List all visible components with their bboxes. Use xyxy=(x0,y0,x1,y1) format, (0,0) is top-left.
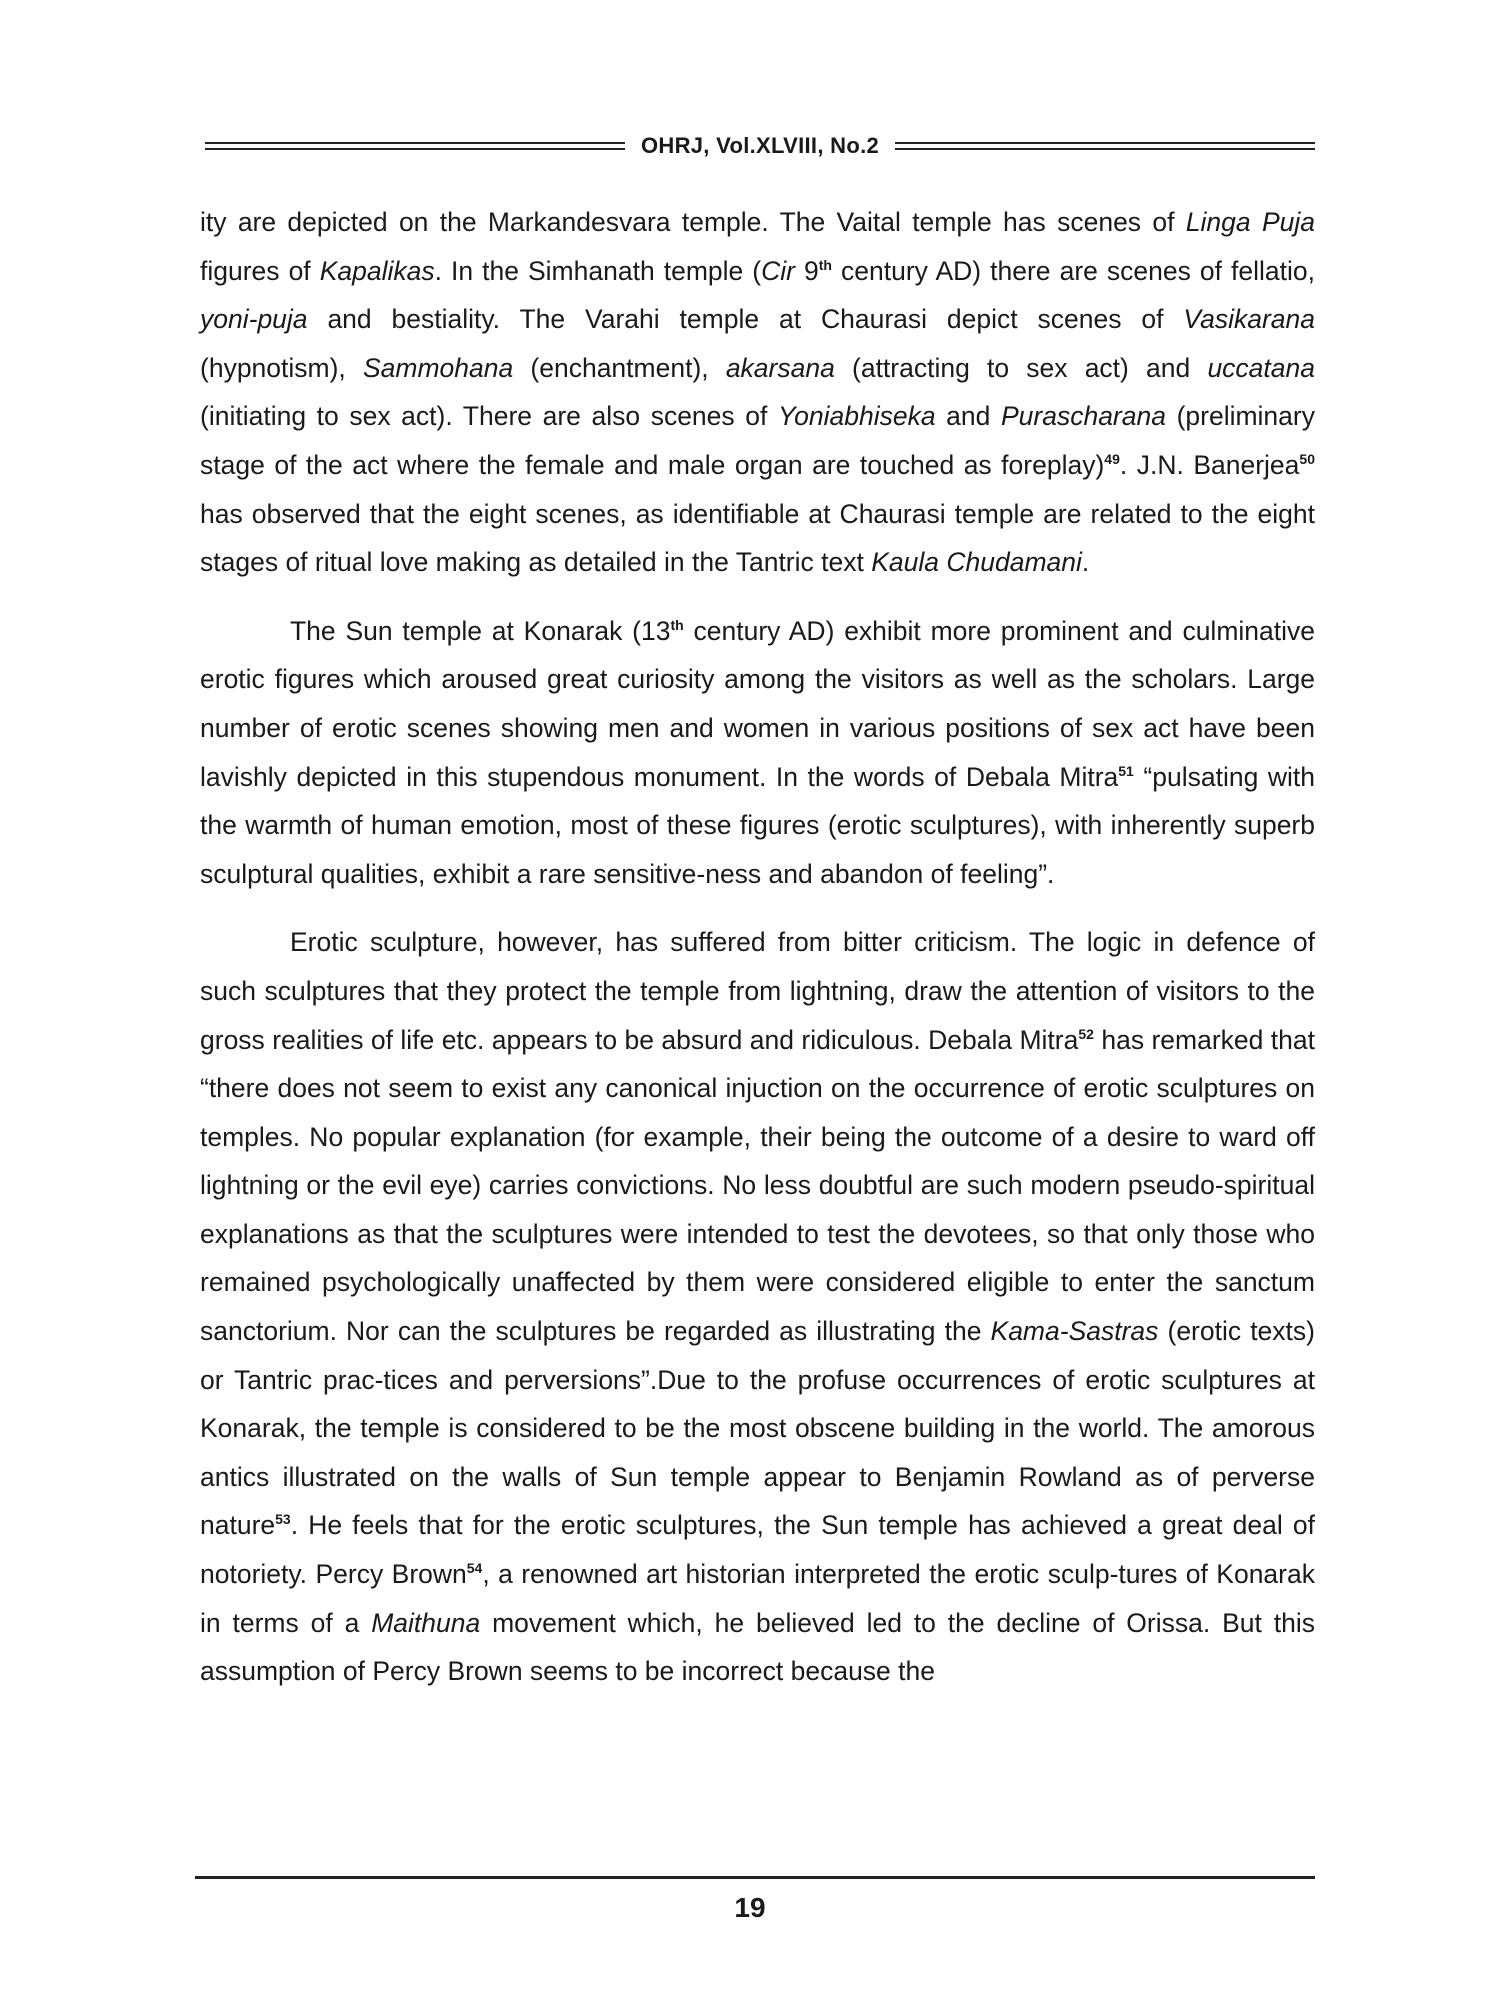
paragraph-3 xyxy=(200,918,1315,1696)
italic-term: Kama-Sastras xyxy=(990,1316,1159,1347)
italic-term: Cir xyxy=(761,255,795,286)
text-run: , a renowned art historian interpreted the erotic sculp-tures of Konarak in terms of a xyxy=(200,1559,1315,1638)
text-run: “pulsating with the warmth of human emotion, most of these figures (erotic sculptures), with inherently superb sculptural qualities, exhibit a rare sensitive-ness and abandon of feeling”. xyxy=(200,761,1315,889)
italic-term: Kaula Chudamani xyxy=(871,547,1082,578)
running-header xyxy=(205,126,1315,166)
text-run: has remarked that “there does not seem to exist any canonical injuction on the occurrence of erotic sculptures on temples. No popular explanation (for example, their being the outcome of a desire to ward off lightning or the evil eye) carries convictions. No less doubtful are such modern pseudo-spiritual explanations as that the sculptures were intended to test the devotees, so that only those who remained psychologically unaffected by them were considered eligible to enter the sanctum sanctorium. Nor can the sculptures be regarded as illustrating the xyxy=(200,1024,1315,1347)
text-run: and bestiality. The Varahi temple at Chaurasi depict scenes of xyxy=(307,304,1184,335)
italic-term: Maithuna xyxy=(371,1607,481,1638)
footnote-ref: 51 xyxy=(1118,762,1134,779)
text-run: (attracting to sex act) and xyxy=(834,352,1208,383)
italic-term: Kapalikas xyxy=(319,255,435,286)
italic-term: Vasikarana xyxy=(1183,304,1315,335)
text-run: (preliminary stage of the act where the female and male organ are touched as foreplay) xyxy=(200,401,1315,480)
text-run: has observed that the eight scenes, as identifiable at Chaurasi temple are related to the eight stages of ritual love making as detailed in the Tantric text xyxy=(200,498,1315,578)
footnote-ref: 52 xyxy=(1078,1025,1094,1042)
header-rule-right xyxy=(895,142,1315,150)
text-run: (enchantment), xyxy=(513,352,726,383)
text-run: . In the Simhanath temple ( xyxy=(434,255,762,286)
journal-title: OHRJ, Vol.XLVIII, No.2 xyxy=(640,133,880,158)
text-run: . xyxy=(1081,547,1090,578)
page-number: 19 xyxy=(734,1892,766,1923)
italic-term: Yoniabhiseka xyxy=(777,401,936,432)
footnote-ref: 54 xyxy=(466,1560,483,1577)
italic-term: yoni-puja xyxy=(200,304,308,335)
footer-rule xyxy=(195,1876,1315,1879)
text-run: (erotic texts) or Tantric prac-tices and perversions”.Due to the profuse occurrences of erotic sculptures at Konarak, the temple is considered to be the most obscene building in the world. The amorous antics illustrated on the walls of Sun temple appear to Benjamin Rowland as of perverse nature xyxy=(200,1316,1315,1541)
paragraph-1 xyxy=(200,198,1315,587)
italic-term: Sammohana xyxy=(362,352,514,383)
text-run: . He feels that for the erotic sculptures, the Sun temple has achieved a great deal of notoriety. Percy Brown xyxy=(200,1510,1315,1590)
text-run: and xyxy=(935,401,1001,432)
italic-term: akarsana xyxy=(725,352,835,383)
footnote-ref: th xyxy=(818,256,832,273)
text-run: ity are depicted on the Markandesvara temple. The Vaital temple has scenes of xyxy=(200,207,1186,237)
body-text xyxy=(200,198,1315,1716)
text-run: (hypnotism), xyxy=(200,352,363,383)
text-run: Erotic sculpture, however, has suffered from bitter criticism. The logic in defence of such sculptures that they protect the temple from lightning, draw the attention of visitors to the gross realities of life etc. appears to be absurd and ridiculous. Debala Mitra xyxy=(200,927,1315,1055)
text-run: century AD) there are scenes of fellatio, xyxy=(831,255,1315,286)
footnote-ref: 50 xyxy=(1299,451,1315,468)
footnote-ref: th xyxy=(670,616,684,633)
italic-term: Purascharana xyxy=(1000,401,1166,432)
text-run: The Sun temple at Konarak (13 xyxy=(290,615,671,646)
text-run: (initiating to sex act). There are also scenes of xyxy=(200,401,778,432)
text-run: . J.N. Banerjea xyxy=(1119,449,1300,480)
footnote-ref: 49 xyxy=(1104,451,1120,468)
header-rule-left xyxy=(205,142,625,150)
italic-term: uccatana xyxy=(1207,352,1315,383)
paragraph-2 xyxy=(200,607,1315,899)
text-run: movement which, he believed led to the decline of Orissa. But this assumption of Percy Brown seems to be incorrect because the xyxy=(200,1607,1315,1687)
footnote-ref: 53 xyxy=(275,1511,291,1528)
text-run: figures of xyxy=(200,255,320,286)
text-run: 9 xyxy=(794,255,819,286)
text-run: century AD) exhibit more prominent and culminative erotic figures which aroused great curiosity among the visitors as well as the scholars. Large number of erotic scenes showing men and women in various positions of sex act have been lavishly depicted in this stupendous monument. In the words of Debala Mitra xyxy=(200,615,1315,792)
italic-term: Linga Puja xyxy=(1185,207,1315,237)
